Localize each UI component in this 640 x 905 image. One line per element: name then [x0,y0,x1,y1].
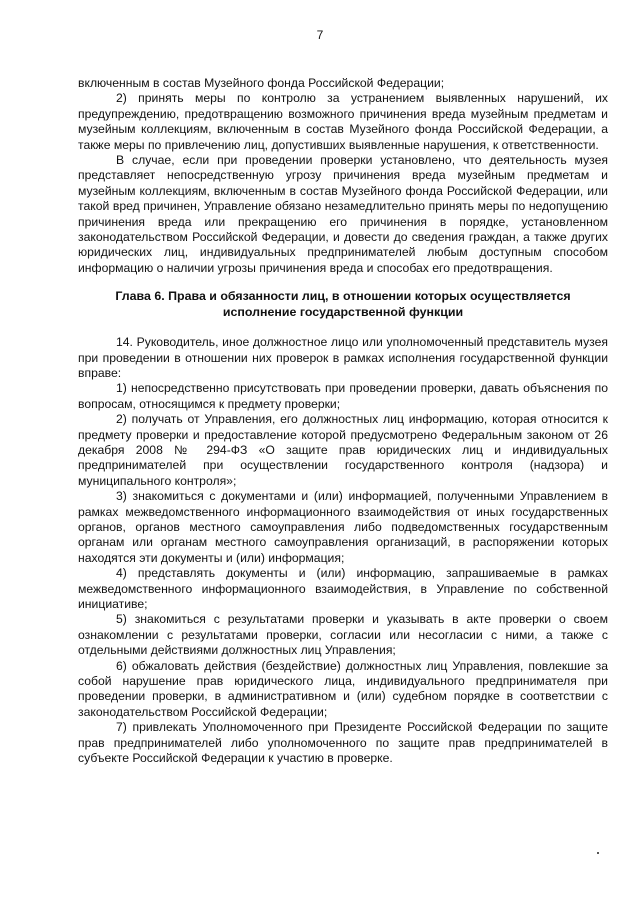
paragraph-threat-case: В случае, если при проведении проверки установлено, что деятельность музея представляет непосредственную угрозу причинения вреда музейным предметам и музейным коллекциям, включенным в состав Музейного фонда Российской Федерации, или такой вред причинен, Управление обязано незамедлительно принять меры по недопущению причинения вреда или прекращению его причинения в порядке, установленном законодательством Российской Федерации, и довести до сведения граждан, а также других юридических лиц, индивидуальных предпринимателей любым доступным способом информацию о наличии угрозы причинения вреда и способах его предотвращения. [78,153,608,275]
paragraph-item-2: 2) принять меры по контролю за устранением выявленных нарушений, их предупреждению, предотвращению возможного причинения вреда музейным предметам и музейным коллекциям, включенным в состав Музейного фонда Российской Федерации, а также меры по привлечению лиц, допустивших выявленные нарушения, к ответственности. [78,91,608,152]
paragraph-right-4: 4) представлять документы и (или) информацию, запрашиваемые в рамках межведомственного информационного взаимодействия, в Управление по собственной инициативе; [78,566,608,611]
paragraph-right-1: 1) непосредственно присутствовать при проведении проверки, давать объяснения по вопросам, относящимся к предмету проверки; [78,381,608,411]
chapter-heading: Глава 6. Права и обязанности лиц, в отношении которых осуществляется исполнение государственной функции [115,289,571,319]
paragraph-right-6: 6) обжаловать действия (бездействие) должностных лиц Управления, повлекшие за собой нарушение прав юридического лица, индивидуального предпринимателя при проведении проверки, в административном и (или) судебном порядке в соответствии с законодательством Российской Федерации; [78,658,608,719]
paragraph-continuation: включенным в состав Музейного фонда Российской Федерации; [78,76,445,90]
paragraph-right-7: 7) привлекать Уполномоченного при Президенте Российской Федерации по защите прав предпринимателей либо уполномоченного по защите прав предпринимателей в субъекте Российской Федерации к участию в проверке. [78,720,608,766]
paragraph-right-5: 5) знакомиться с результатами проверки и указывать в акте проверки о своем ознакомлении с результатами проверки, согласии или несогласии с ними, а также с отдельными действиями должностных лиц Управления; [78,612,608,658]
page-number: 7 [316,28,324,42]
paragraph-right-3: 3) знакомиться с документами и (или) информацией, полученными Управлением в рамках межведомственного информационного взаимодействия от иных государственных органов, органов местного самоуправления либо подведомственных государственным органам или органам местного самоуправления организаций, в распоряжении которых находятся эти документы и (или) информация; [78,489,608,565]
document-body [78,76,608,766]
scan-dot-mark [597,852,599,854]
paragraph-right-2: 2) получать от Управления, его должностных лиц информацию, которая относится к предмету проверки и предоставление которой предусмотрено Федеральным законом от 26 декабря 2008 № 294-ФЗ «О защите прав юридических лиц и индивидуальных предпринимателей при осуществлении государственного контроля (надзора) и муниципального контроля»; [78,412,608,488]
paragraph-14: 14. Руководитель, иное должностное лицо или уполномоченный представитель музея при проведении в отношении них проверок в рамках исполнения государственной функции вправе: [78,335,608,380]
